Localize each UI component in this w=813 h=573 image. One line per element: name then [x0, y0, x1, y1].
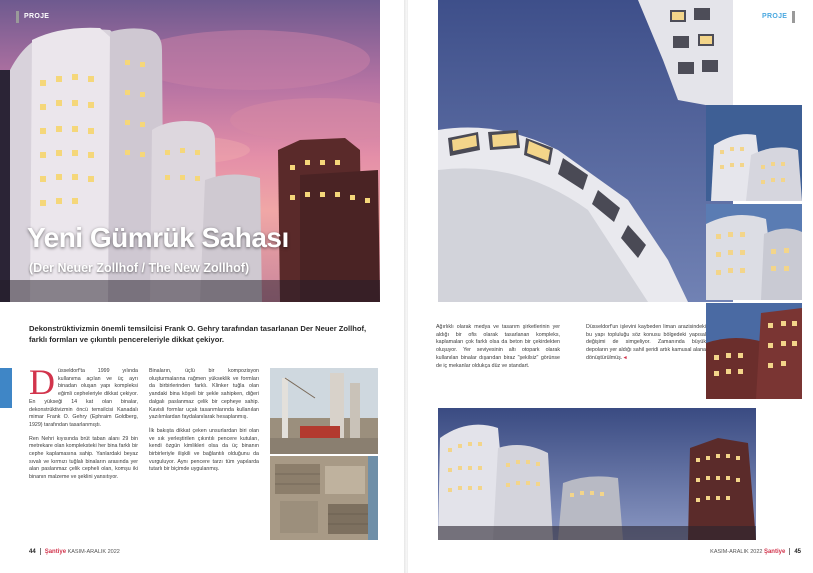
brick-building-illustration [706, 303, 802, 399]
body-column-2 [149, 368, 259, 480]
white-building-dusk-illustration [706, 105, 802, 201]
page-number: 45 [794, 548, 801, 555]
section-tag-bar [16, 11, 19, 23]
panorama-photo [438, 408, 756, 540]
issue-label: KASIM-ARALIK 2022 [710, 548, 763, 555]
footer-divider [40, 548, 41, 555]
page-title: Yeni Gümrük Sahası [27, 222, 289, 253]
paragraph-text: Düsseldorf'un işlevini kaybeden liman arazisindeki bu yapı topluluğu söz konusu bölgedeki yapısal değişimi de simgeliyor. Zamanında büyük depoların yer aldığı sahil şeridi artık kamusal alana dönüştürülmüş. [586, 324, 706, 361]
paragraph: Ren Nehri kıyısında brüt taban alanı 29 bin metrekare olan kompleksteki her bina farklı bir cephe kaplamasına sahip. Yanlardaki beyaz sıvalı ve kırmızı tuğlalı binaların arasında yer alan paslanmaz çelik cepheli olan, komşu iki binanın malzeme ve şeklini yansıtıyor. [29, 435, 138, 481]
panorama-illustration [438, 408, 756, 540]
section-tag: PROJE [24, 13, 50, 20]
small-photo-3 [706, 303, 802, 399]
section-tag-bar [792, 11, 795, 23]
paragraph [29, 362, 138, 430]
paragraph-text: üsseldorf'ta 1999 yılında kullanıma açılan ve üç ayrı binadan oluşan yapı kompleksi eğimli cepheleriyle dikkat çekiyor. En yükseği 14 kat olan binalar, dekonstrüktivizmin öncü temsilcisi Kanadalı mimar Frank O. Gehry (Ephraim Goldberg, 1929) tarafından tasarlanmıştı. [29, 368, 138, 428]
hero-buildings-illustration [0, 0, 380, 302]
left-footer [29, 548, 120, 555]
construction-photo-bottom [270, 456, 378, 540]
paragraph [586, 324, 706, 363]
aerial-construction-illustration [270, 456, 378, 540]
body-column-3 [436, 324, 560, 376]
magazine-brand: Şantiye [763, 548, 786, 555]
end-mark-icon: ◂ [623, 354, 627, 361]
issue-label: KASIM-ARALIK 2022 [67, 548, 120, 555]
right-footer [710, 548, 801, 555]
small-photo-2 [706, 204, 802, 300]
left-page [0, 0, 405, 573]
construction-illustration [270, 368, 378, 454]
body-column-1 [29, 362, 138, 488]
paragraph: Binaların, üçlü bir kompozisyon oluşturmalarına rağmen yükseklik ve formları da birbirlerinden farklı. Klinker tuğla olan yandaki bina köşeli bir şekle sahipken, diğeri dalgalı paslanmaz çelik bir cepheye sahip. Kavisli formlar uçak tasarımlarında kullanılan yazılımlardan faydalanılarak hesaplanmış. [149, 368, 259, 421]
small-photo-1 [706, 105, 802, 201]
magazine-brand: Şantiye [44, 548, 67, 555]
blue-margin-marker [0, 368, 12, 408]
paragraph: İlk bakışta dikkat çeken unsurlardan biri olan ve sık yerleştirilen çıkıntılı pencere kutuları, kendi özgün kimlikleri olsa da üç binanın birbirleriyle ilişkili ve bağlantılı olduğunu da vurguluyor. Aynı pencere tarzı tüm yapılarda tutarlı bir biçimde uygulanmış. [149, 427, 259, 473]
drop-cap: D [29, 362, 55, 402]
facade-photo-large [438, 0, 733, 302]
page-subtitle: (Der Neuer Zollhof / The New Zollhof) [29, 261, 250, 275]
body-column-4 [586, 324, 706, 369]
curved-facade-illustration [706, 204, 802, 300]
construction-photo-top [270, 368, 378, 454]
section-tag: PROJE [762, 13, 788, 20]
paragraph: Ağırlıklı olarak medya ve tasarım şirketlerinin yer aldığı bir ofis olarak tasarlanan kompleks, kaplamaları çok farklı olsa da beton bir çekirdekten oluşuyor. Yer seviyesinin altı otopark olarak kullanılan binalar dışarıdan biraz "şekilsiz" görünse de iç mekanlar oldukça düz ve standart. [436, 324, 560, 369]
page-number: 44 [29, 548, 36, 555]
hero-photo [0, 0, 380, 302]
facade-illustration [438, 0, 733, 302]
footer-divider [789, 548, 790, 555]
lead-paragraph: Dekonstrüktivizmin önemli temsilcisi Frank O. Gehry tarafından tasarlanan Der Neuer Zollhof, farklı formları ve çıkıntılı pencereleriyle dikkat çekiyor. [29, 324, 367, 344]
right-page [408, 0, 813, 573]
